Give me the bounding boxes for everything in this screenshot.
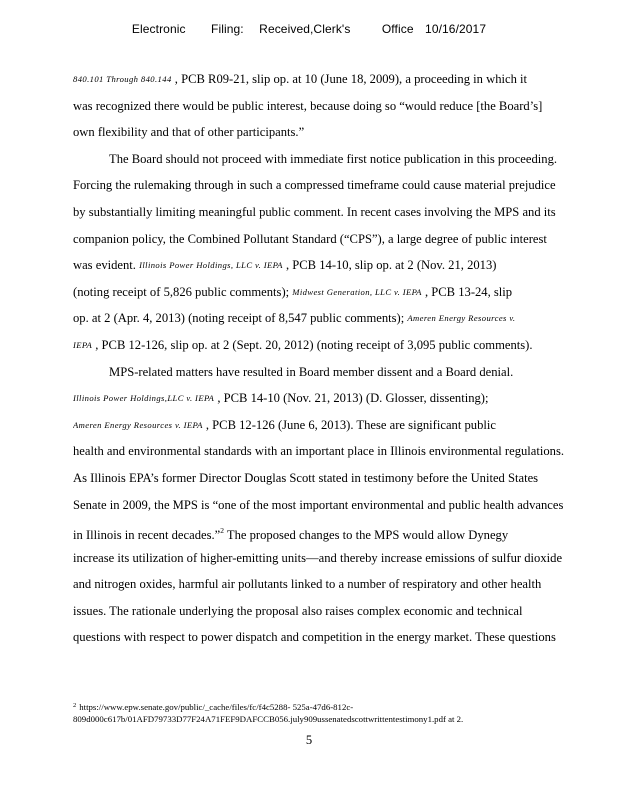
line-text: Senate in 2009, the MPS is “one of the most important environmental and public health advances xyxy=(73,497,564,512)
text-line xyxy=(73,119,605,146)
header-office: Office xyxy=(381,22,414,36)
footnote-line xyxy=(73,713,613,725)
footnote-url-part2[interactable]: 809d000c617b/01AFD79733D77F24A71FEF9DAFCCB056.july909ussenatedscottwrittentestimony1.pdf at 2. xyxy=(73,714,464,724)
line-text: Forcing the rulemaking through in such a compressed timeframe could cause material prejudice xyxy=(73,178,556,193)
text-line xyxy=(73,571,605,598)
text-line xyxy=(73,412,605,439)
header-filing: Filing: xyxy=(211,22,244,36)
line-text: was recognized there would be public interest, because doing so “would reduce [the Board’s] xyxy=(73,98,543,113)
line-text: increase its utilization of higher-emitting units—and thereby increase emissions of sulfur dioxide xyxy=(73,550,563,565)
page-number: 5 xyxy=(305,733,313,747)
text-line xyxy=(73,172,605,199)
case-citation: Midwest Generation, LLC v. IEPA xyxy=(292,286,422,297)
line-text: by substantially limiting meaningful public comment. In recent cases involving the MPS and its xyxy=(73,204,556,219)
line-text: , PCB 12-126, slip op. at 2 (Sept. 20, 2012) (noting receipt of 3,095 public comments). xyxy=(92,337,533,352)
text-line xyxy=(73,518,605,545)
line-text: health and environmental standards with an important place in Illinois environmental regulations. xyxy=(73,444,565,459)
line-text: questions with respect to power dispatch and competition in the energy market. These questions xyxy=(73,630,556,645)
line-text: The proposed changes to the MPS would allow Dynegy xyxy=(223,528,509,543)
case-citation: Ameren Energy Resources v. IEPA xyxy=(73,419,203,430)
text-line xyxy=(73,226,605,253)
body-text xyxy=(73,66,605,651)
footnote-number: 2 xyxy=(73,702,77,709)
text-line xyxy=(73,93,605,120)
case-citation: Ameren Energy Resources v. xyxy=(407,313,516,324)
text-line xyxy=(73,598,605,625)
line-text: (noting receipt of 5,826 public comments); xyxy=(73,284,293,299)
footnote xyxy=(73,700,613,725)
line-text: op. at 2 (Apr. 4, 2013) (noting receipt of 8,547 public comments); xyxy=(73,311,408,326)
line-text: , PCB 13-24, slip xyxy=(421,284,513,299)
line-text: , PCB 12-126 (June 6, 2013). These are significant public xyxy=(202,417,496,432)
line-text: and nitrogen oxides, harmful air pollutants linked to a number of respiratory and other health xyxy=(73,577,542,592)
footnote-reference[interactable]: 2 xyxy=(220,526,224,536)
line-text: in Illinois in recent decades.” xyxy=(73,528,221,543)
filing-header xyxy=(0,22,618,36)
line-text: was evident. xyxy=(73,258,140,273)
line-text: The Board should not proceed with immediate first notice publication in this proceeding. xyxy=(109,151,558,166)
line-text: , PCB R09-21, slip op. at 10 (June 18, 2009), a proceeding in which it xyxy=(171,72,528,86)
line-text: , PCB 14-10, slip op. at 2 (Nov. 21, 2013) xyxy=(282,258,497,273)
line-text: As Illinois EPA’s former Director Douglas Scott stated in testimony before the United States xyxy=(73,470,539,485)
header-date: 10/16/2017 xyxy=(425,22,487,36)
paragraph-start xyxy=(73,359,605,386)
text-line xyxy=(73,199,605,226)
text-line xyxy=(73,492,605,519)
footnote-line xyxy=(73,700,613,713)
header-received: Received,Clerk's xyxy=(259,22,351,36)
line-text: companion policy, the Combined Pollutant Standard (“CPS”), a large degree of public interest xyxy=(73,231,547,246)
case-citation: Illinois Power Holdings, LLC v. IEPA xyxy=(139,260,283,271)
case-citation: 840.101 Through 840.144 xyxy=(73,74,172,84)
header-electronic: Electronic xyxy=(131,22,186,36)
text-line xyxy=(73,332,605,359)
text-line xyxy=(73,545,605,572)
text-line xyxy=(73,66,605,93)
case-citation: IEPA xyxy=(73,339,93,350)
footnote-url-part1[interactable]: https://www.epw.senate.gov/public/_cache/files/fc/f4c5288- 525a-47d6-812c- xyxy=(79,702,354,712)
text-line xyxy=(73,385,605,412)
paragraph-start xyxy=(73,146,605,173)
text-line xyxy=(73,624,605,651)
text-line xyxy=(73,465,605,492)
line-text: , PCB 14-10 (Nov. 21, 2013) (D. Glosser, dissenting); xyxy=(214,391,489,406)
text-line xyxy=(73,252,605,279)
line-text: own flexibility and that of other participants.” xyxy=(73,125,305,140)
line-text: MPS-related matters have resulted in Board member dissent and a Board denial. xyxy=(109,364,514,379)
text-line xyxy=(73,279,605,306)
line-text: issues. The rationale underlying the proposal also raises complex economic and technical xyxy=(73,603,523,618)
text-line xyxy=(73,438,605,465)
case-citation: Illinois Power Holdings,LLC v. IEPA xyxy=(73,393,215,404)
text-line xyxy=(73,305,605,332)
